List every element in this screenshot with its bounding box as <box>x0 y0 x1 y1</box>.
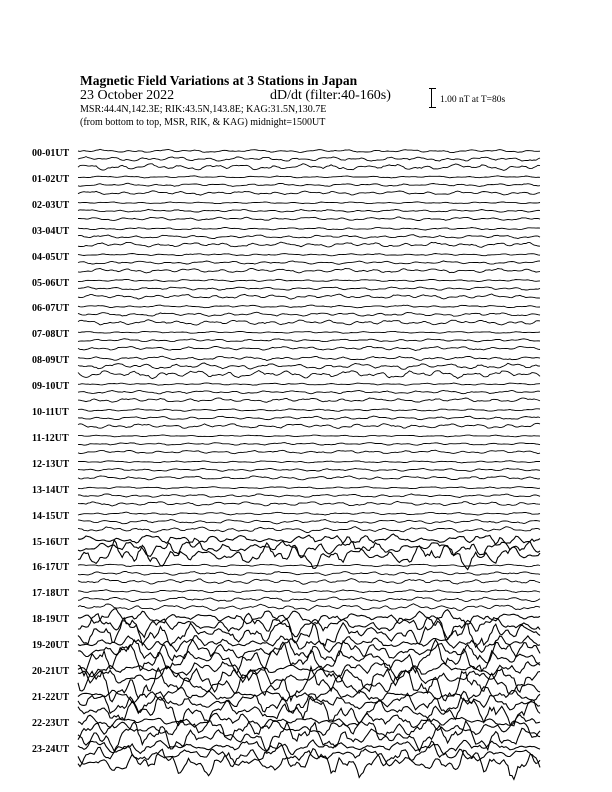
hour-label: 18-19UT <box>32 614 70 626</box>
trace-msr <box>78 320 540 325</box>
hour-label: 00-01UT <box>32 148 70 159</box>
trace-kag <box>78 176 540 178</box>
trace-rik <box>78 520 540 524</box>
trace-kag <box>78 149 540 152</box>
trace-kag <box>78 609 540 624</box>
trace-rik <box>78 183 540 186</box>
trace-rik <box>78 572 540 576</box>
chart-quantity: dD/dt (filter:40-160s) <box>270 88 391 103</box>
trace-rik <box>78 390 540 393</box>
hour-label: 01-02UT <box>32 173 70 185</box>
trace-rik <box>78 416 540 420</box>
trace-kag <box>78 740 540 755</box>
trace-kag <box>78 512 540 515</box>
trace-msr <box>78 242 540 247</box>
trace-kag <box>78 564 540 567</box>
hour-label: 07-08UT <box>32 329 70 341</box>
hour-label: 08-09UT <box>32 355 70 367</box>
trace-kag <box>78 713 540 728</box>
trace-msr <box>78 294 540 299</box>
hour-label: 02-03UT <box>32 199 70 211</box>
trace-msr <box>78 749 540 780</box>
trace-rik <box>78 312 540 316</box>
hour-label: 06-07UT <box>32 303 70 315</box>
chart-title: Magnetic Field Variations at 3 Stations in Japan <box>80 73 358 88</box>
hour-label: 10-11UT <box>32 407 69 418</box>
trace-kag <box>78 409 540 412</box>
scale-label: 1.00 nT at T=80s <box>440 95 506 105</box>
trace-rik <box>78 261 540 264</box>
trace-kag <box>78 590 540 593</box>
trace-msr <box>78 501 540 506</box>
trace-msr <box>78 398 540 402</box>
trace-msr <box>78 346 540 350</box>
trace-msr <box>78 579 540 585</box>
trace-kag <box>78 279 540 281</box>
hour-label: 09-10UT <box>32 381 70 393</box>
trace-msr <box>78 217 540 221</box>
chart-date: 23 October 2022 <box>80 88 175 103</box>
trace-rik <box>78 443 540 446</box>
hour-label: 14-15UT <box>32 510 70 522</box>
trace-msr <box>78 423 540 428</box>
hour-label: 23-24UT <box>32 743 70 755</box>
trace-msr <box>78 269 540 273</box>
trace-kag <box>78 534 540 547</box>
trace-msr <box>78 371 540 379</box>
trace-kag <box>78 383 540 385</box>
trace-rik <box>78 209 540 212</box>
trace-kag <box>78 331 540 333</box>
trace-msr <box>78 191 540 195</box>
hour-label: 15-16UT <box>32 536 70 548</box>
station-order-note: (from bottom to top, MSR, RIK, & KAG) midnight=1500UT <box>80 117 326 128</box>
hour-label: 05-06UT <box>32 277 70 289</box>
hour-label: 11-12UT <box>32 432 69 444</box>
hour-label: 17-18UT <box>32 588 70 600</box>
hour-label: 13-14UT <box>32 484 70 496</box>
trace-rik <box>78 235 540 239</box>
trace-msr <box>78 527 540 533</box>
trace-kag <box>78 227 540 230</box>
trace-kag <box>78 356 540 360</box>
trace-msr <box>78 476 540 480</box>
trace-rik <box>78 287 540 290</box>
trace-rik <box>78 157 540 161</box>
trace-kag <box>78 305 540 308</box>
trace-msr <box>78 450 540 454</box>
hour-label: 04-05UT <box>32 251 70 263</box>
trace-rik <box>78 494 540 498</box>
trace-msr <box>78 604 540 611</box>
hour-label: 16-17UT <box>32 562 70 574</box>
trace-rik <box>78 339 540 342</box>
hour-label: 21-22UT <box>32 691 70 703</box>
trace-kag <box>78 487 540 489</box>
hour-label: 12-13UT <box>32 458 70 470</box>
hour-label: 20-21UT <box>32 666 70 677</box>
hour-label: 19-20UT <box>32 640 70 652</box>
hour-label: 03-04UT <box>32 225 70 237</box>
trace-kag <box>78 435 540 437</box>
trace-rik <box>78 363 540 369</box>
trace-msr <box>78 164 540 171</box>
station-coordinates: MSR:44.4N,142.3E; RIK:43.5N,143.8E; KAG:31.5N,130.7E <box>80 104 327 115</box>
trace-kag <box>78 202 540 204</box>
trace-kag <box>78 461 540 463</box>
trace-kag <box>78 254 540 256</box>
trace-rik <box>78 597 540 602</box>
hour-label: 22-23UT <box>32 717 70 729</box>
trace-rik <box>78 468 540 471</box>
